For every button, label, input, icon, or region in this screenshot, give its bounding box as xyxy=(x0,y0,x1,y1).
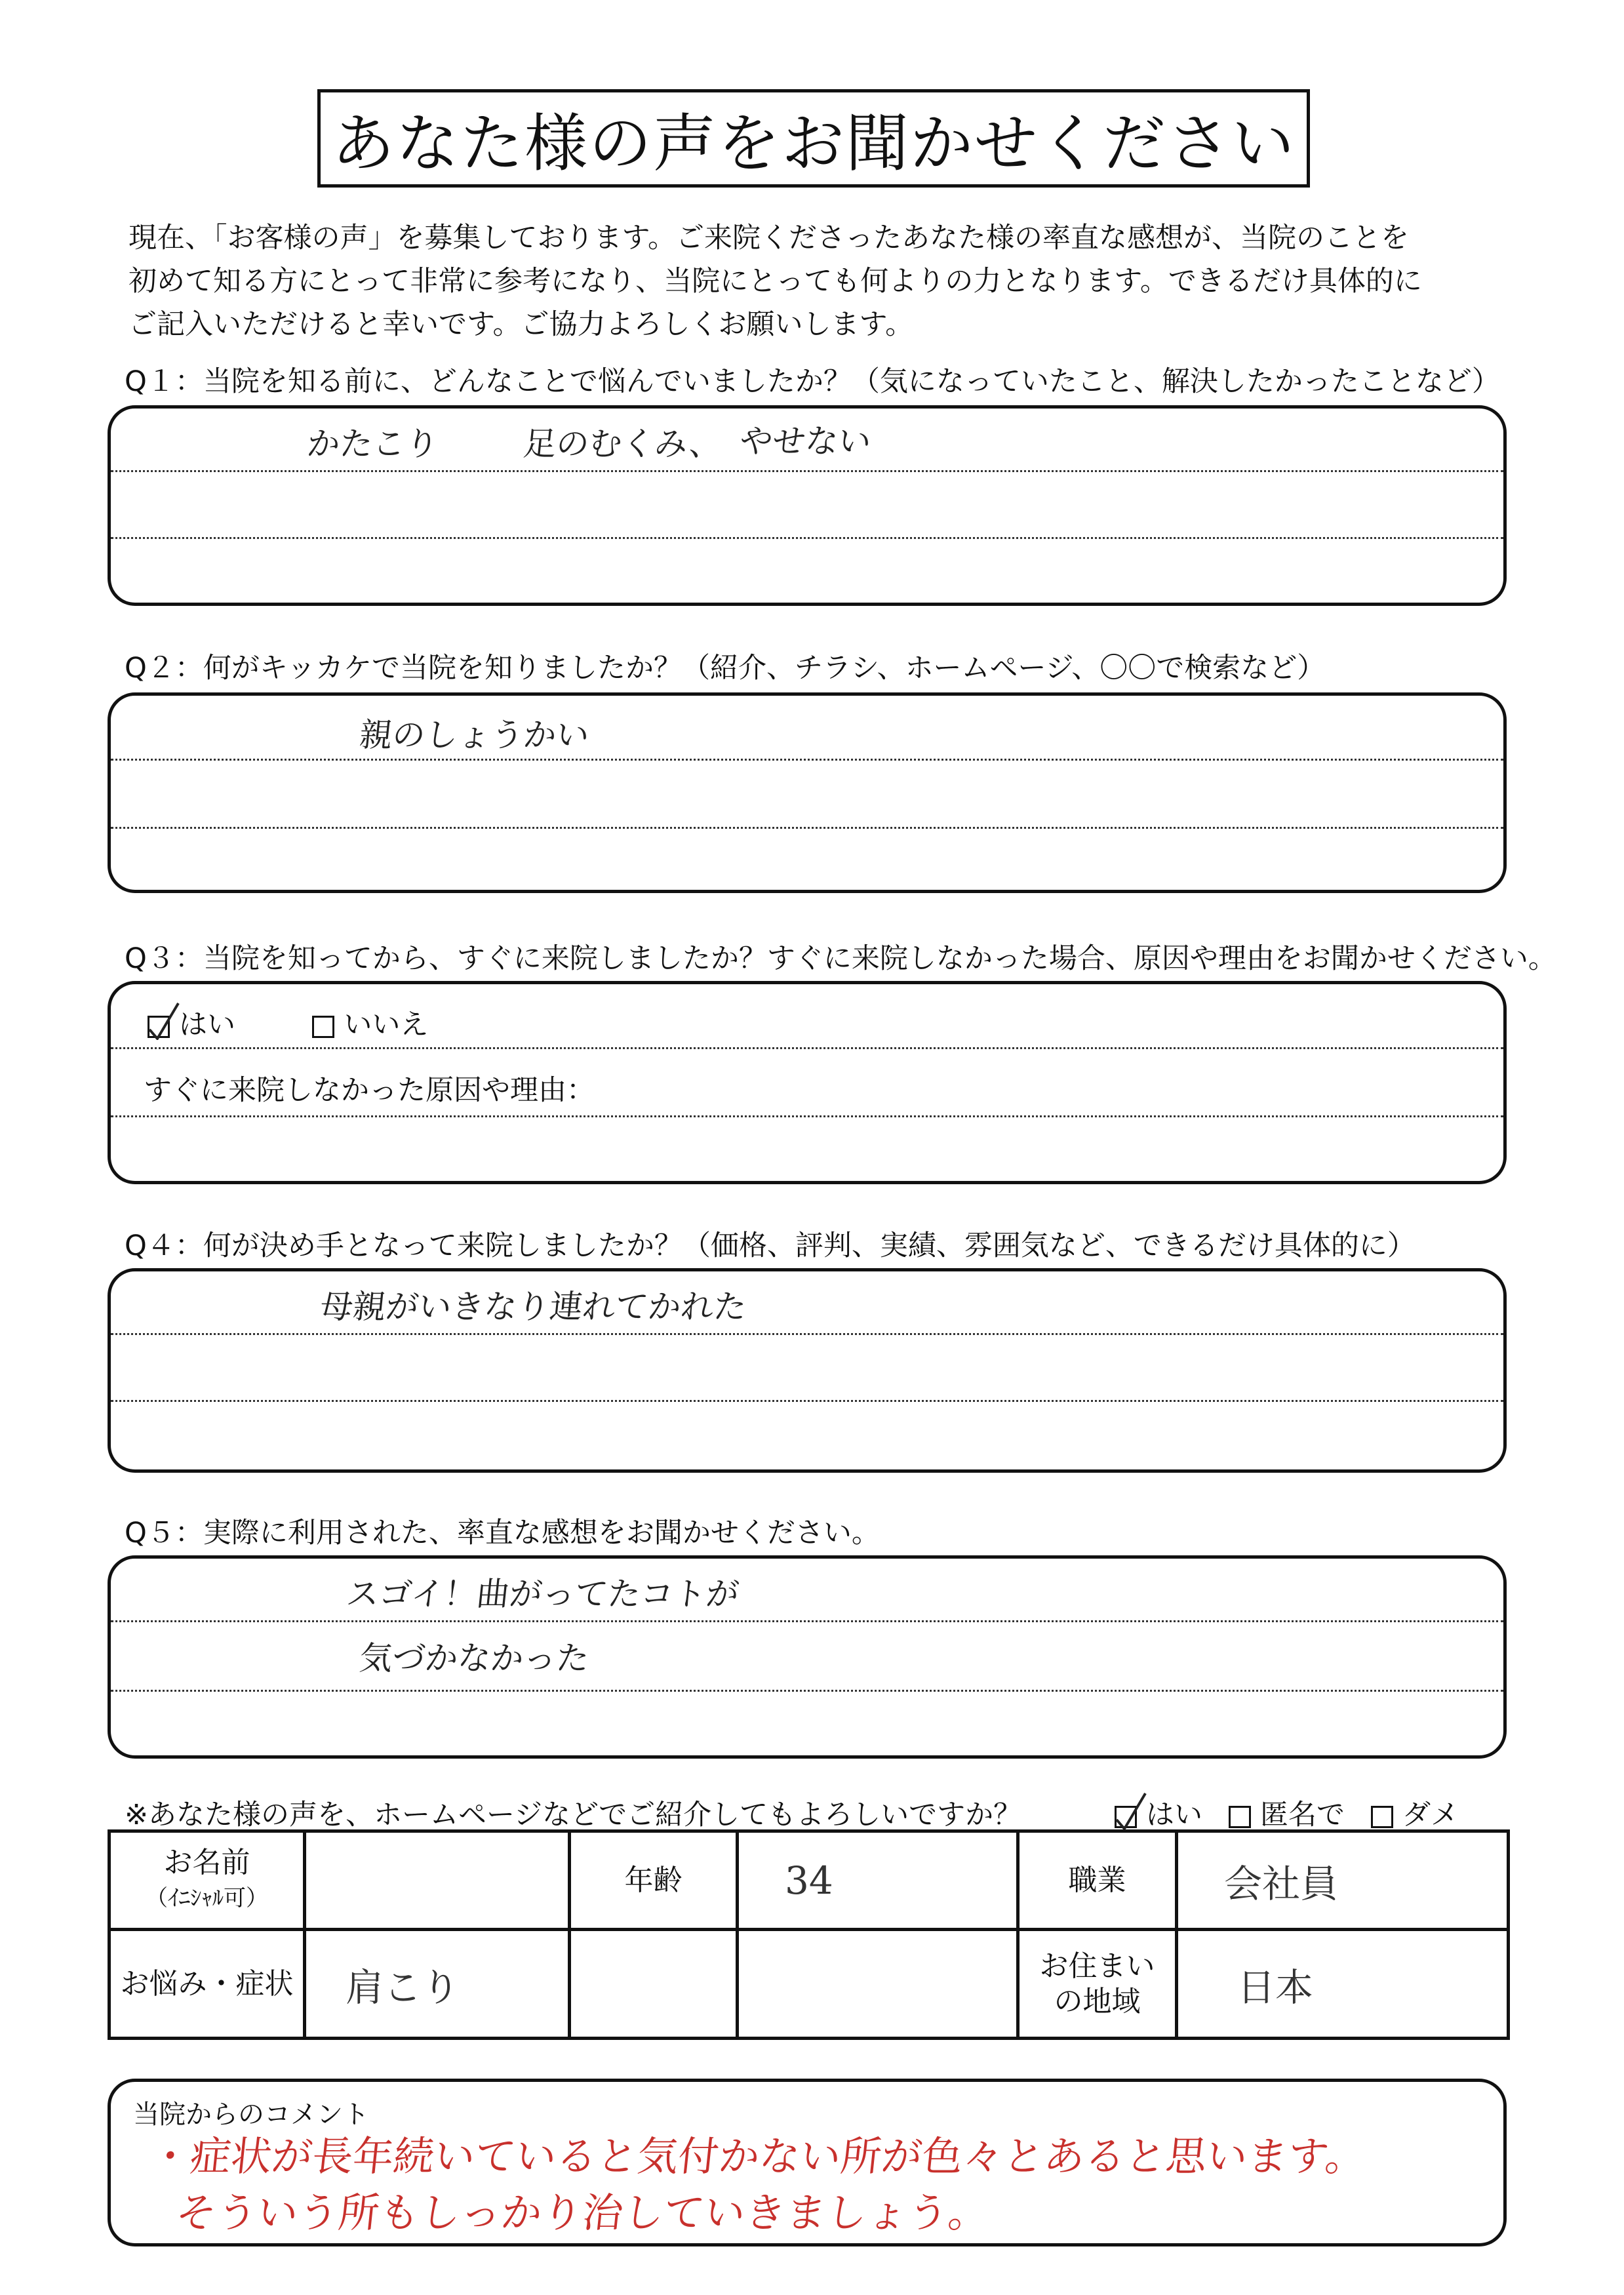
consent-option-anonymous[interactable] xyxy=(1229,1793,1345,1833)
answer-rule xyxy=(111,1620,1503,1622)
name-value[interactable] xyxy=(305,1831,570,1930)
q5-answer-1: スゴイ！曲がってたコトが xyxy=(344,1575,742,1613)
q4-answer-box[interactable] xyxy=(108,1268,1507,1473)
consent-question: ※あなた様の声を、ホームページなどでご紹介してもよろしいですか？ xyxy=(125,1799,1022,1831)
q3-answer-box xyxy=(108,981,1507,1184)
q3-no-checkbox[interactable] xyxy=(312,1016,334,1038)
name-label: お名前 xyxy=(163,1845,250,1879)
q3-yes-label: はい xyxy=(179,1008,235,1041)
blank-cell xyxy=(738,1930,1018,2039)
answer-rule xyxy=(111,1333,1503,1335)
page-title: あなた様の声をお聞かせください xyxy=(317,89,1310,188)
consent-option-yes[interactable] xyxy=(1115,1793,1202,1833)
answer-rule xyxy=(111,1115,1503,1117)
comment-box xyxy=(108,2079,1507,2246)
intro-line: 現在、「お客様の声」を募集しております。ご来院くださったあなた様の率直な感想が、当院のことを xyxy=(129,222,1410,254)
q3-options xyxy=(148,1003,428,1043)
consent-yes-label: はい xyxy=(1146,1799,1202,1831)
q1-label: Q１：当院を知る前に、どんなことで悩んでいましたか？（気になっていたこと、解決したかったことなど） xyxy=(125,365,1500,398)
job-value[interactable]: 会社員 xyxy=(1177,1831,1509,1930)
region-label-1: お住まい xyxy=(1039,1949,1155,1983)
answer-rule xyxy=(111,1047,1503,1049)
age-value[interactable]: 34 xyxy=(738,1831,1018,1930)
q5-answer-box[interactable] xyxy=(108,1555,1507,1759)
info-table xyxy=(108,1829,1510,2040)
intro-line: ご記入いただけると幸いです。ご協力よろしくお願いします。 xyxy=(129,308,914,341)
job-label: 職業 xyxy=(1018,1831,1177,1930)
age-label: 年齢 xyxy=(570,1831,738,1930)
consent-anonymous-checkbox[interactable] xyxy=(1229,1806,1251,1828)
q1-answer-3: やせない xyxy=(738,422,873,460)
consent-yes-checkbox[interactable] xyxy=(1115,1806,1137,1828)
comment-line-1: ・症状が長年続いていると気付かない所が色々とあると思います。 xyxy=(147,2132,1369,2180)
blank-cell xyxy=(570,1930,738,2039)
q2-answer: 親のしょうかい xyxy=(357,716,591,754)
q4-answer: 母親がいきなり連れてかれた xyxy=(318,1288,749,1326)
symptom-value[interactable]: 肩こり xyxy=(305,1930,570,2039)
q2-label: Q２：何がキッカケで当院を知りましたか？（紹介、チラシ、ホームページ、〇〇で検索など） xyxy=(125,652,1326,685)
symptom-label: お悩み・症状 xyxy=(109,1930,305,2039)
name-label-cell xyxy=(109,1831,305,1930)
answer-rule xyxy=(111,1400,1503,1402)
answer-rule xyxy=(111,827,1503,829)
region-label-cell xyxy=(1018,1930,1177,2039)
consent-no-checkbox[interactable] xyxy=(1371,1806,1393,1828)
comment-line-2: そういう所もしっかり治していきましょう。 xyxy=(173,2189,992,2237)
answer-rule xyxy=(111,1690,1503,1692)
q5-answer-2: 気づかなかった xyxy=(357,1639,591,1677)
intro-line: 初めて知る方にとって非常に参考になり、当院にとっても何よりの力となります。できるだけ具体的に xyxy=(129,265,1422,298)
q2-answer-box[interactable] xyxy=(108,692,1507,893)
name-sub-label: （ｲﾆｼｬﾙ可） xyxy=(146,1885,268,1911)
q5-label: Q５：実際に利用された、率直な感想をお聞かせください。 xyxy=(125,1517,880,1549)
region-value[interactable]: 日本 xyxy=(1177,1930,1509,2039)
q3-label: Q３：当院を知ってから、すぐに来院しましたか？すぐに来院しなかった場合、原因や理由をお聞かせください。 xyxy=(125,942,1556,975)
q1-answer-1: かたこり xyxy=(305,425,441,463)
check-icon xyxy=(147,1001,180,1040)
q1-answer-box[interactable] xyxy=(108,405,1507,606)
check-icon xyxy=(1114,1791,1147,1830)
region-label-2: の地域 xyxy=(1054,1984,1141,2018)
consent-options xyxy=(1115,1793,1459,1833)
answer-rule xyxy=(111,759,1503,761)
consent-option-no[interactable] xyxy=(1371,1793,1459,1833)
q3-reason-label: すぐに来院しなかった原因や理由： xyxy=(144,1074,595,1107)
answer-rule xyxy=(111,537,1503,539)
q1-answer-2: 足のむくみ、 xyxy=(521,425,724,463)
consent-anonymous-label: 匿名で xyxy=(1260,1799,1345,1831)
answer-rule xyxy=(111,470,1503,472)
consent-no-label: ダメ xyxy=(1402,1799,1459,1831)
q3-no-label: いいえ xyxy=(344,1008,429,1041)
intro-text xyxy=(129,216,1505,346)
q4-label: Q４：何が決め手となって来院しましたか？（価格、評判、実績、雰囲気など、できるだけ具体的に） xyxy=(125,1229,1416,1262)
comment-label: 当院からのコメント xyxy=(133,2100,369,2130)
q3-yes-checkbox[interactable] xyxy=(148,1016,170,1038)
